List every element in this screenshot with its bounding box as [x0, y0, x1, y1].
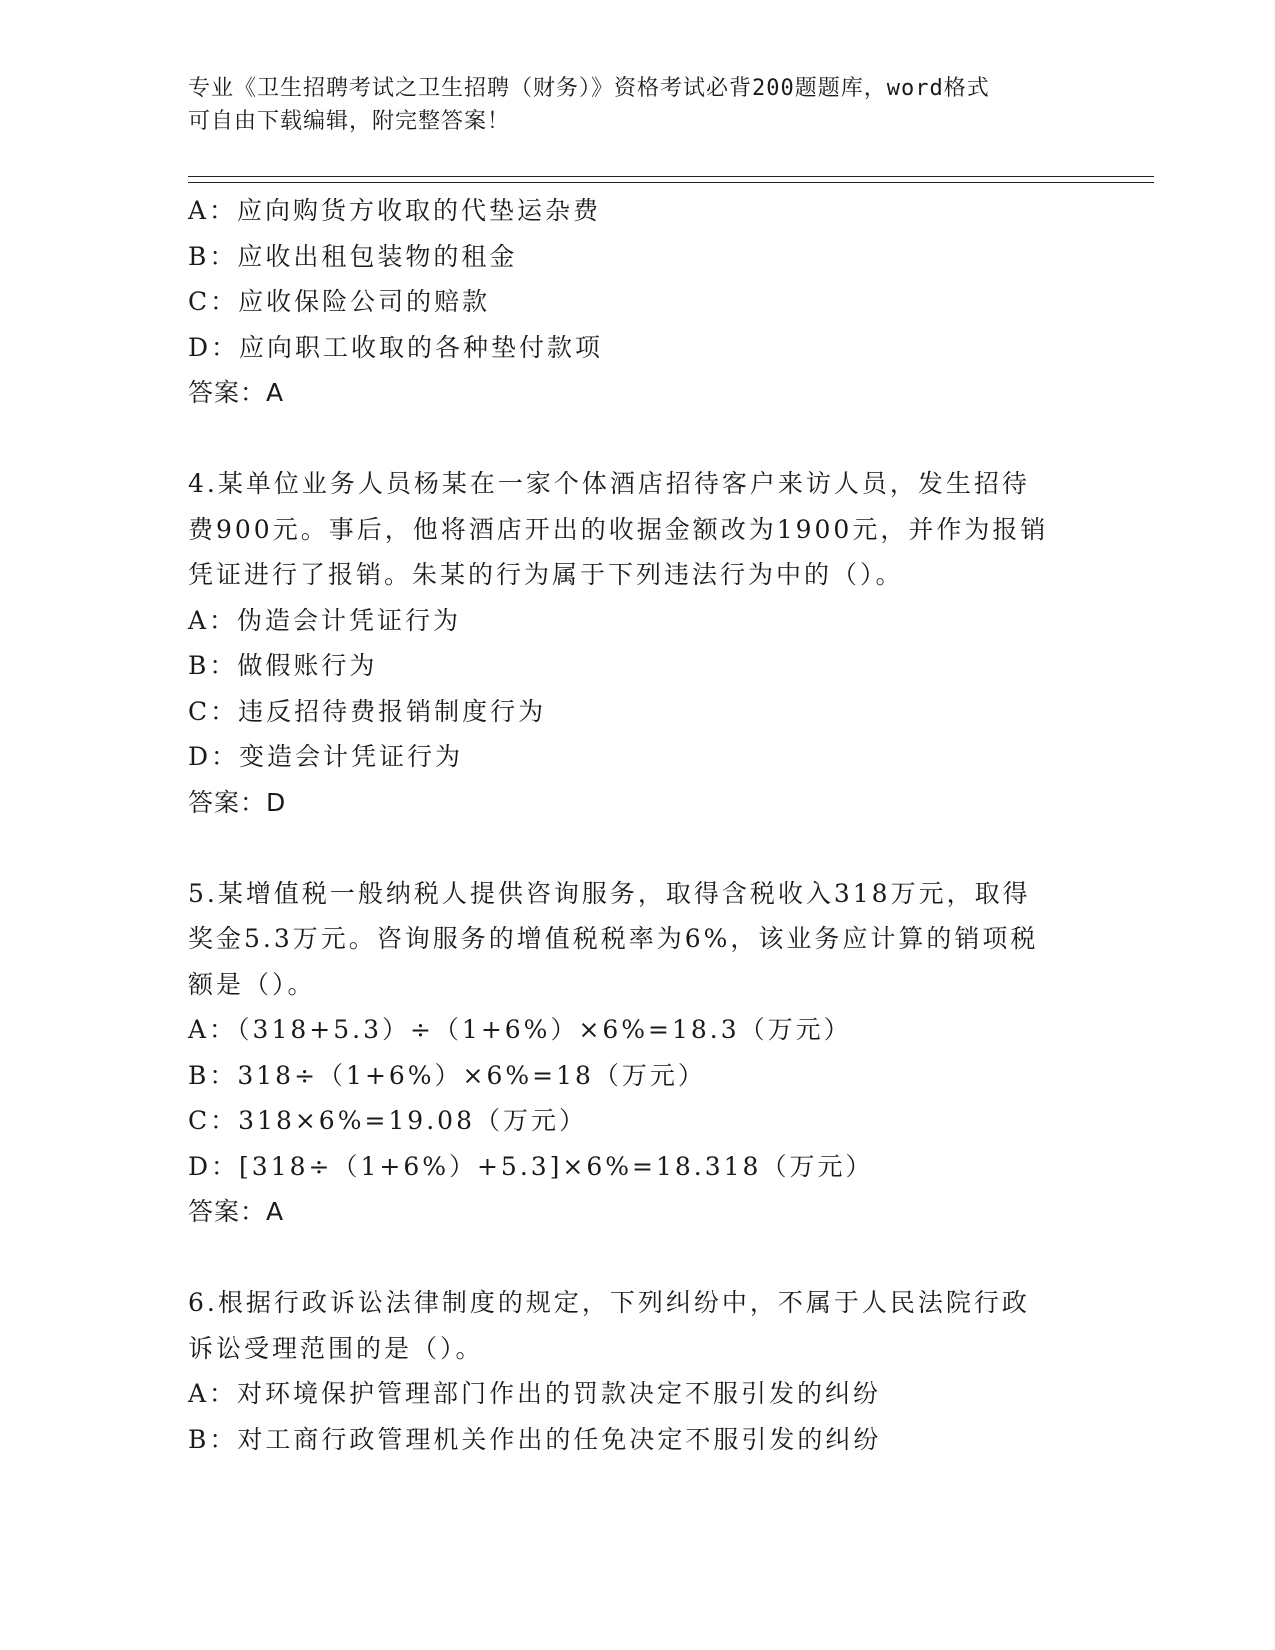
- option-b: B：318÷（1+6%）×6%=18（万元）: [188, 1060, 706, 1090]
- option-c: C：违反招待费报销制度行为: [188, 696, 547, 726]
- option-a: A：应向购货方收取的代垫运杂费: [188, 196, 602, 225]
- question-list: [188, 188, 1088, 1462]
- spacer: [188, 416, 1088, 462]
- question-stem-line: 5.某增值税一般纳税人提供咨询服务，取得含税收入318万元，取得: [188, 878, 1031, 908]
- spacer: [188, 1235, 1088, 1281]
- question-6: [188, 1280, 1088, 1462]
- option-d: D：[318÷（1+6%）+5.3]×6%=18.318（万元）: [188, 1151, 874, 1181]
- option-c: C：318×6%=19.08（万元）: [188, 1106, 587, 1135]
- question-stem-line: 诉讼受理范围的是（）。: [188, 1333, 484, 1363]
- option-a: A：伪造会计凭证行为: [188, 605, 462, 635]
- option-a: A：对环境保护管理部门作出的罚款决定不服引发的纠纷: [188, 1379, 882, 1408]
- answer-line: 答案：A: [188, 1197, 285, 1226]
- option-b: B：对工商行政管理机关作出的任免决定不服引发的纠纷: [188, 1424, 882, 1454]
- option-b: B：做假账行为: [188, 651, 378, 680]
- option-b: B：应收出租包装物的租金: [188, 241, 518, 271]
- question-5: [188, 871, 1088, 1235]
- header-title-line-2: 可自由下载编辑，附完整答案！: [188, 109, 511, 134]
- spacer: [188, 825, 1088, 871]
- header-title-line-1: 专业《卫生招聘考试之卫生招聘（财务）》资格考试必背200题题库，word格式: [188, 76, 990, 101]
- question-3: [188, 188, 1088, 416]
- question-stem-line: 费900元。事后，他将酒店开出的收据金额改为1900元，并作为报销: [188, 514, 1049, 544]
- option-d: D：变造会计凭证行为: [188, 742, 464, 771]
- option-c: C：应收保险公司的赔款: [188, 287, 491, 316]
- header-divider-bottom: [188, 182, 1154, 183]
- question-stem-line: 4.某单位业务人员杨某在一家个体酒店招待客户来访人员，发生招待: [188, 469, 1030, 498]
- option-a: A：（318+5.3）÷（1+6%）×6%=18.3（万元）: [188, 1015, 852, 1044]
- answer-line: 答案：D: [188, 787, 287, 817]
- document-header: [188, 72, 1088, 138]
- header-divider-top: [188, 176, 1154, 177]
- answer-line: 答案：A: [188, 378, 285, 407]
- question-stem-line: 奖金5.3万元。咨询服务的增值税税率为6%，该业务应计算的销项税: [188, 924, 1039, 953]
- option-d: D：应向职工收取的各种垫付款项: [188, 332, 604, 362]
- question-stem-line: 凭证进行了报销。朱某的行为属于下列违法行为中的（）。: [188, 560, 904, 589]
- question-4: [188, 461, 1088, 825]
- question-stem-line: 额是（）。: [188, 969, 316, 999]
- question-stem-line: 6.根据行政诉讼法律制度的规定，下列纠纷中，不属于人民法院行政: [188, 1288, 1030, 1317]
